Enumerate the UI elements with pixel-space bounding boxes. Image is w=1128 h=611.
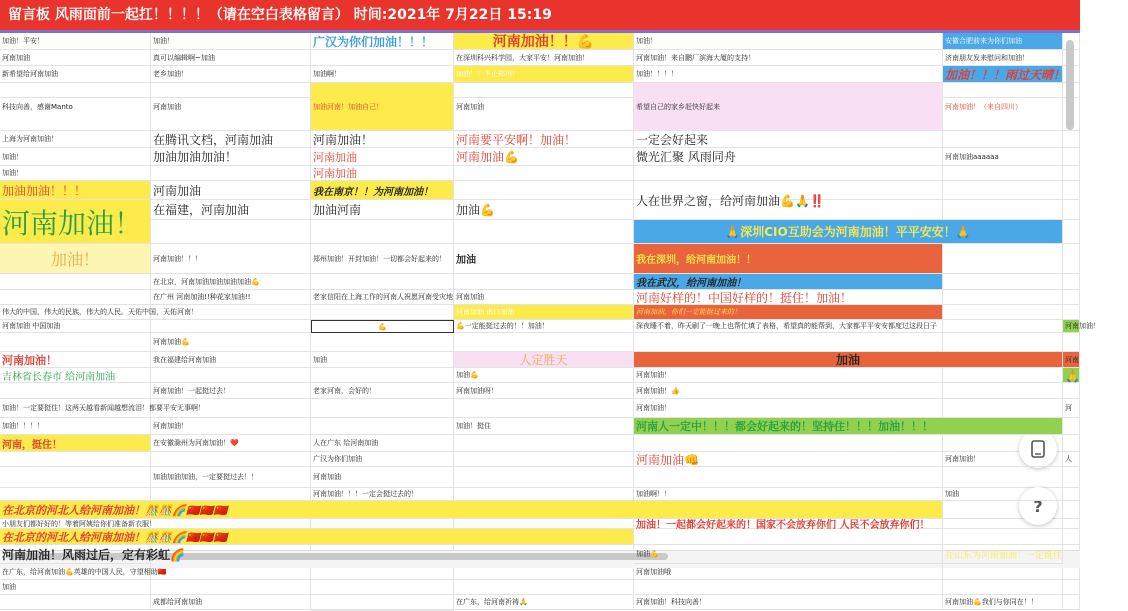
message-cell[interactable]: 吉林省长春市 给河南加油: [0, 368, 151, 383]
empty-cell[interactable]: [1063, 333, 1080, 352]
message-cell[interactable]: 河南加油！一起挺过去！: [151, 383, 311, 399]
message-cell[interactable]: 人: [1063, 452, 1080, 467]
empty-cell[interactable]: [1063, 435, 1080, 452]
message-cell[interactable]: 河南人一定中！！！都会好起来的！坚持住！！！加油！！！: [634, 418, 1063, 435]
message-cell[interactable]: 河南加油呀！: [454, 383, 634, 399]
message-cell[interactable]: 我在南京！！为河南加油！: [311, 181, 454, 200]
message-cell[interactable]: 河南加油！风雨过后，定有彩虹🌈: [0, 545, 151, 564]
empty-cell[interactable]: [1063, 488, 1080, 501]
empty-cell[interactable]: [1063, 166, 1080, 181]
message-cell[interactable]: 加油！: [151, 33, 311, 50]
empty-cell[interactable]: [1063, 181, 1080, 200]
message-cell[interactable]: 河南加油: [151, 181, 311, 200]
empty-cell[interactable]: [454, 519, 634, 529]
message-cell[interactable]: 河南加油！！💪: [454, 33, 634, 50]
message-cell[interactable]: 河南加油！（来自四川）: [943, 83, 1063, 131]
message-cell[interactable]: 加油加油加油！: [151, 148, 311, 166]
empty-cell[interactable]: [311, 399, 454, 418]
message-cell[interactable]: 科技向善，感谢Manto: [0, 83, 151, 131]
empty-cell[interactable]: [454, 467, 634, 488]
message-cell[interactable]: 加油: [311, 352, 454, 368]
message-cell[interactable]: 河南加油: [311, 148, 454, 166]
spreadsheet-grid: [0, 33, 1128, 606]
empty-cell[interactable]: [1063, 418, 1080, 435]
empty-cell[interactable]: [151, 320, 311, 333]
message-cell[interactable]: 微光汇聚 风雨同舟: [634, 148, 943, 166]
empty-cell[interactable]: [454, 166, 634, 181]
empty-cell[interactable]: [1063, 529, 1080, 545]
message-cell[interactable]: 河南: [1063, 352, 1080, 368]
message-cell[interactable]: 河南加油！科技向善！: [634, 595, 943, 610]
empty-cell[interactable]: [311, 274, 454, 290]
message-cell[interactable]: [311, 50, 454, 66]
empty-cell[interactable]: [943, 467, 1063, 488]
empty-cell[interactable]: [454, 488, 634, 501]
empty-cell[interactable]: [943, 166, 1063, 181]
empty-cell[interactable]: [1063, 467, 1080, 488]
empty-cell[interactable]: [0, 383, 151, 399]
banner-title: 留言板 风雨面前一起扛！！！！（请在空白表格留言） 时间:2021年 7月22日 15:19: [0, 0, 1080, 30]
message-cell[interactable]: 广汉为你们加油！！！: [311, 33, 454, 50]
message-cell[interactable]: 河: [1063, 399, 1080, 418]
help-button[interactable]: ?: [1019, 487, 1057, 525]
message-cell[interactable]: 💪一定能挺过去的！！加油！: [454, 320, 634, 333]
empty-cell[interactable]: [1063, 274, 1080, 290]
message-cell[interactable]: 河南要平安啊！加油！: [454, 131, 634, 148]
message-cell[interactable]: 在广东，给河南加油💪英雄的中国人民，守望相助🇨🇳: [0, 564, 151, 580]
message-cell[interactable]: 河南加油 南口加油: [454, 305, 634, 320]
empty-cell[interactable]: [0, 290, 151, 305]
empty-cell[interactable]: [943, 244, 1063, 274]
empty-cell[interactable]: [1063, 519, 1080, 529]
empty-cell[interactable]: [454, 220, 634, 244]
message-cell[interactable]: 在安徽滁州为河南加油！❤️: [151, 435, 311, 452]
message-cell[interactable]: 🙏深圳CIO互助会为河南加油！平平安安！🙏: [634, 220, 1063, 244]
message-cell[interactable]: 加油河南: [311, 200, 454, 220]
empty-cell[interactable]: [1063, 220, 1080, 244]
message-cell[interactable]: 加油！！不止郑州！: [454, 66, 634, 83]
message-cell[interactable]: 河南加油: [454, 290, 634, 305]
message-cell[interactable]: 郑州加油！开封加油！一切都会好起来的！: [311, 244, 454, 274]
message-cell[interactable]: 加油！！！！: [0, 418, 151, 435]
message-cell[interactable]: 河南加油 中国加油: [0, 320, 151, 333]
message-cell[interactable]: 河南加油: [454, 83, 634, 131]
empty-cell[interactable]: [634, 467, 943, 488]
message-cell[interactable]: 人定胜天: [454, 352, 634, 368]
message-cell[interactable]: 加油: [0, 580, 151, 595]
empty-cell[interactable]: [943, 200, 1063, 220]
message-cell[interactable]: 河南加油！: [943, 452, 1063, 467]
empty-cell[interactable]: [0, 595, 151, 610]
empty-cell[interactable]: [311, 305, 454, 320]
message-cell[interactable]: 河南加油！: [634, 399, 943, 418]
empty-cell[interactable]: [634, 529, 943, 545]
empty-cell[interactable]: [311, 368, 454, 383]
message-cell[interactable]: 深夜睡不着，昨天刷了一晚上也帮忙填了表格，希望真的能帮到，大家都平平安安都度过这段日子: [634, 320, 1063, 333]
empty-cell[interactable]: [634, 580, 943, 595]
message-cell[interactable]: 加油！！！！: [634, 66, 943, 83]
empty-cell[interactable]: [943, 305, 1063, 320]
empty-cell[interactable]: [0, 274, 151, 290]
message-cell[interactable]: 加油！平安！: [0, 33, 151, 50]
empty-cell[interactable]: [634, 333, 943, 352]
message-cell[interactable]: 在广州 河南加油!!种花家加油!!: [151, 290, 311, 305]
message-cell[interactable]: 河南加油: [311, 166, 454, 181]
empty-cell[interactable]: [943, 131, 1063, 148]
message-cell[interactable]: 加油！: [0, 148, 151, 166]
message-cell[interactable]: 河南加油: [151, 83, 311, 131]
message-cell[interactable]: 加油！挺住: [454, 418, 634, 435]
message-cell[interactable]: 河南加油💪: [454, 148, 634, 166]
empty-cell[interactable]: [151, 368, 311, 383]
empty-cell[interactable]: [1063, 200, 1080, 220]
message-cell[interactable]: 河南加油，你们一定能挺过来的！: [634, 305, 943, 320]
empty-cell[interactable]: [634, 166, 943, 181]
message-cell[interactable]: 加油！: [0, 244, 151, 274]
vertical-scrollbar[interactable]: [1066, 40, 1074, 130]
message-cell[interactable]: 老乡加油！: [151, 66, 311, 83]
message-cell[interactable]: 我在福建给河南加油: [151, 352, 311, 368]
empty-cell[interactable]: [311, 418, 454, 435]
empty-cell[interactable]: [454, 435, 634, 452]
message-cell[interactable]: 加油💪: [634, 545, 943, 564]
empty-cell[interactable]: [0, 488, 151, 501]
message-cell[interactable]: 河南加油！来自鹏厂滨海大厦的支持！: [634, 50, 943, 66]
message-cell[interactable]: 河南加油！👍: [634, 383, 943, 399]
message-cell[interactable]: 加油河南！加油自己！: [311, 83, 454, 131]
message-cell[interactable]: 加油💪: [454, 200, 634, 220]
message-cell[interactable]: 老家河南，会好的！: [311, 383, 454, 399]
message-cell[interactable]: 老家信阳在上海工作的河南人祝愿河南受灾地: [311, 290, 454, 305]
message-cell[interactable]: 加油！一起都会好起来的！国家不会放弃你们 人民不会放弃你们！: [634, 519, 1063, 529]
message-cell[interactable]: 小朋友们都好好的！等着阿姨给你们准备新衣服！: [2, 519, 156, 528]
empty-cell[interactable]: [1063, 148, 1080, 166]
empty-cell[interactable]: [151, 220, 311, 244]
empty-cell[interactable]: [943, 529, 1063, 545]
message-cell[interactable]: 加油: [943, 488, 1063, 501]
empty-cell[interactable]: [1063, 290, 1080, 305]
empty-cell[interactable]: [454, 274, 634, 290]
message-cell[interactable]: 在北京的河北人给河南加油！🎊🎊🌈🇨🇳🇨🇳🇨🇳: [0, 529, 634, 545]
message-cell[interactable]: 我在武汉，给河南加油！: [634, 274, 943, 290]
message-cell[interactable]: 济南朋友发来慰问和加油！: [943, 50, 1063, 66]
message-cell[interactable]: 💪: [311, 320, 454, 333]
message-cell[interactable]: 在深圳科兴科学园，大家平安！河南加油！: [454, 50, 634, 66]
empty-cell[interactable]: [454, 333, 634, 352]
empty-cell[interactable]: [0, 333, 151, 352]
empty-cell[interactable]: [0, 467, 151, 488]
message-cell[interactable]: 河南加油！: [634, 368, 943, 383]
empty-cell[interactable]: [151, 166, 311, 181]
message-cell[interactable]: 河南加油！！！一定会挺过去的！: [311, 488, 454, 501]
empty-cell[interactable]: [1063, 580, 1080, 595]
message-cell[interactable]: 我在深圳，给河南加油！！: [634, 244, 943, 274]
empty-cell[interactable]: [943, 399, 1063, 418]
message-cell[interactable]: 成都给河南加油: [151, 595, 311, 610]
empty-cell[interactable]: [1063, 244, 1080, 274]
empty-cell[interactable]: [943, 383, 1063, 399]
empty-cell[interactable]: [1063, 131, 1080, 148]
message-cell[interactable]: 加油啊！！: [634, 488, 943, 501]
message-cell[interactable]: 在广东，给河南祈祷🙏: [454, 595, 634, 610]
empty-cell[interactable]: [151, 519, 311, 529]
empty-cell[interactable]: [311, 595, 454, 610]
message-cell[interactable]: 河南加油！: [0, 200, 151, 244]
empty-cell[interactable]: [943, 181, 1063, 200]
message-cell[interactable]: 上海为河南加油！: [0, 131, 151, 148]
message-cell[interactable]: 安徽合肥前来为你们加油: [943, 33, 1063, 50]
empty-cell[interactable]: [943, 274, 1063, 290]
message-cell[interactable]: 加油加油加油，一定要挺过去！！: [151, 467, 311, 488]
empty-cell[interactable]: [1063, 383, 1080, 399]
message-cell[interactable]: 人在广东 给河南加油: [311, 435, 454, 452]
message-cell[interactable]: 在福建，河南加油: [151, 200, 311, 220]
message-cell[interactable]: 新希望给河南加油: [0, 66, 151, 83]
message-cell[interactable]: 河南加油aaaaaa: [943, 148, 1063, 166]
message-cell[interactable]: 加油！: [0, 166, 151, 181]
empty-cell[interactable]: [943, 580, 1063, 595]
empty-cell[interactable]: [454, 580, 634, 595]
empty-cell[interactable]: [151, 580, 311, 595]
message-cell[interactable]: 在山东为河南加油！一定挺住: [943, 545, 1063, 564]
message-cell[interactable]: 河南加油哦: [634, 564, 943, 580]
empty-cell[interactable]: [943, 290, 1063, 305]
message-cell[interactable]: 加油！！！雨过天晴！: [945, 67, 1066, 82]
empty-cell[interactable]: [943, 333, 1063, 352]
message-cell[interactable]: 河南加油: [311, 467, 454, 488]
message-cell[interactable]: 加油！: [634, 33, 943, 50]
message-cell[interactable]: 希望自己的家乡赶快好起来: [634, 83, 943, 131]
message-cell[interactable]: 河南加油: [0, 50, 151, 66]
message-cell[interactable]: 在北京的河北人给河南加油！🎊🎊🌈🇨🇳🇨🇳🇨🇳: [0, 501, 943, 519]
message-cell[interactable]: 河南加油！: [151, 418, 311, 435]
empty-cell[interactable]: [151, 452, 311, 467]
message-cell[interactable]: 伟大的中国，伟大的民族，伟大的人民。天佑中国，天佑河南！: [0, 305, 151, 320]
message-cell[interactable]: 河南加油！: [0, 352, 151, 368]
message-cell[interactable]: 加油💪: [454, 368, 634, 383]
empty-cell[interactable]: [311, 519, 454, 529]
message-cell[interactable]: 真可以编辑啊~加油: [151, 50, 311, 66]
empty-cell[interactable]: [454, 399, 634, 418]
message-cell[interactable]: 一定会好起来: [634, 131, 943, 148]
empty-cell[interactable]: [1063, 305, 1080, 320]
message-cell[interactable]: 在北京，河南加油加油加油加油💪: [151, 274, 311, 290]
message-cell[interactable]: 加油加油！！！: [0, 181, 151, 200]
empty-cell[interactable]: [0, 452, 151, 467]
empty-cell[interactable]: [311, 333, 454, 352]
message-cell[interactable]: 河南加油👊: [634, 452, 943, 467]
message-cell[interactable]: 河南加油！！！: [151, 244, 311, 274]
message-cell[interactable]: 河南加油！: [1063, 320, 1080, 333]
message-cell[interactable]: 河南加油！: [311, 131, 454, 148]
message-cell[interactable]: 在腾讯文档，河南加油: [151, 131, 311, 148]
message-cell[interactable]: 加油: [634, 352, 1063, 368]
empty-cell[interactable]: [311, 220, 454, 244]
message-cell[interactable]: 🙏郑州一定: [1065, 368, 1128, 383]
empty-cell[interactable]: [151, 488, 311, 501]
message-cell[interactable]: 河南加油💪我们与你同在！！: [943, 595, 1063, 610]
message-cell[interactable]: 河南，挺住！: [0, 435, 151, 452]
empty-cell[interactable]: [634, 435, 943, 452]
message-cell[interactable]: 加油！一定要挺住！这两天越看新闻越想流泪！都要平安无事啊！: [0, 399, 151, 418]
empty-cell[interactable]: [454, 181, 634, 200]
message-cell[interactable]: 河南好样的！中国好样的！挺住！加油！: [634, 290, 943, 305]
empty-cell[interactable]: [943, 368, 1063, 383]
empty-cell[interactable]: [1063, 501, 1080, 519]
message-cell[interactable]: 广汉为你们加油: [311, 452, 454, 467]
message-cell[interactable]: 人在世界之窗，给河南加油💪🙏‼️: [634, 181, 943, 220]
message-cell[interactable]: 加油: [454, 244, 634, 274]
message-cell[interactable]: 加油啊！: [311, 66, 454, 83]
empty-cell[interactable]: [311, 580, 454, 595]
empty-cell[interactable]: [454, 452, 634, 467]
message-cell[interactable]: 河南加油💪: [151, 333, 311, 352]
empty-cell[interactable]: [1063, 595, 1080, 610]
